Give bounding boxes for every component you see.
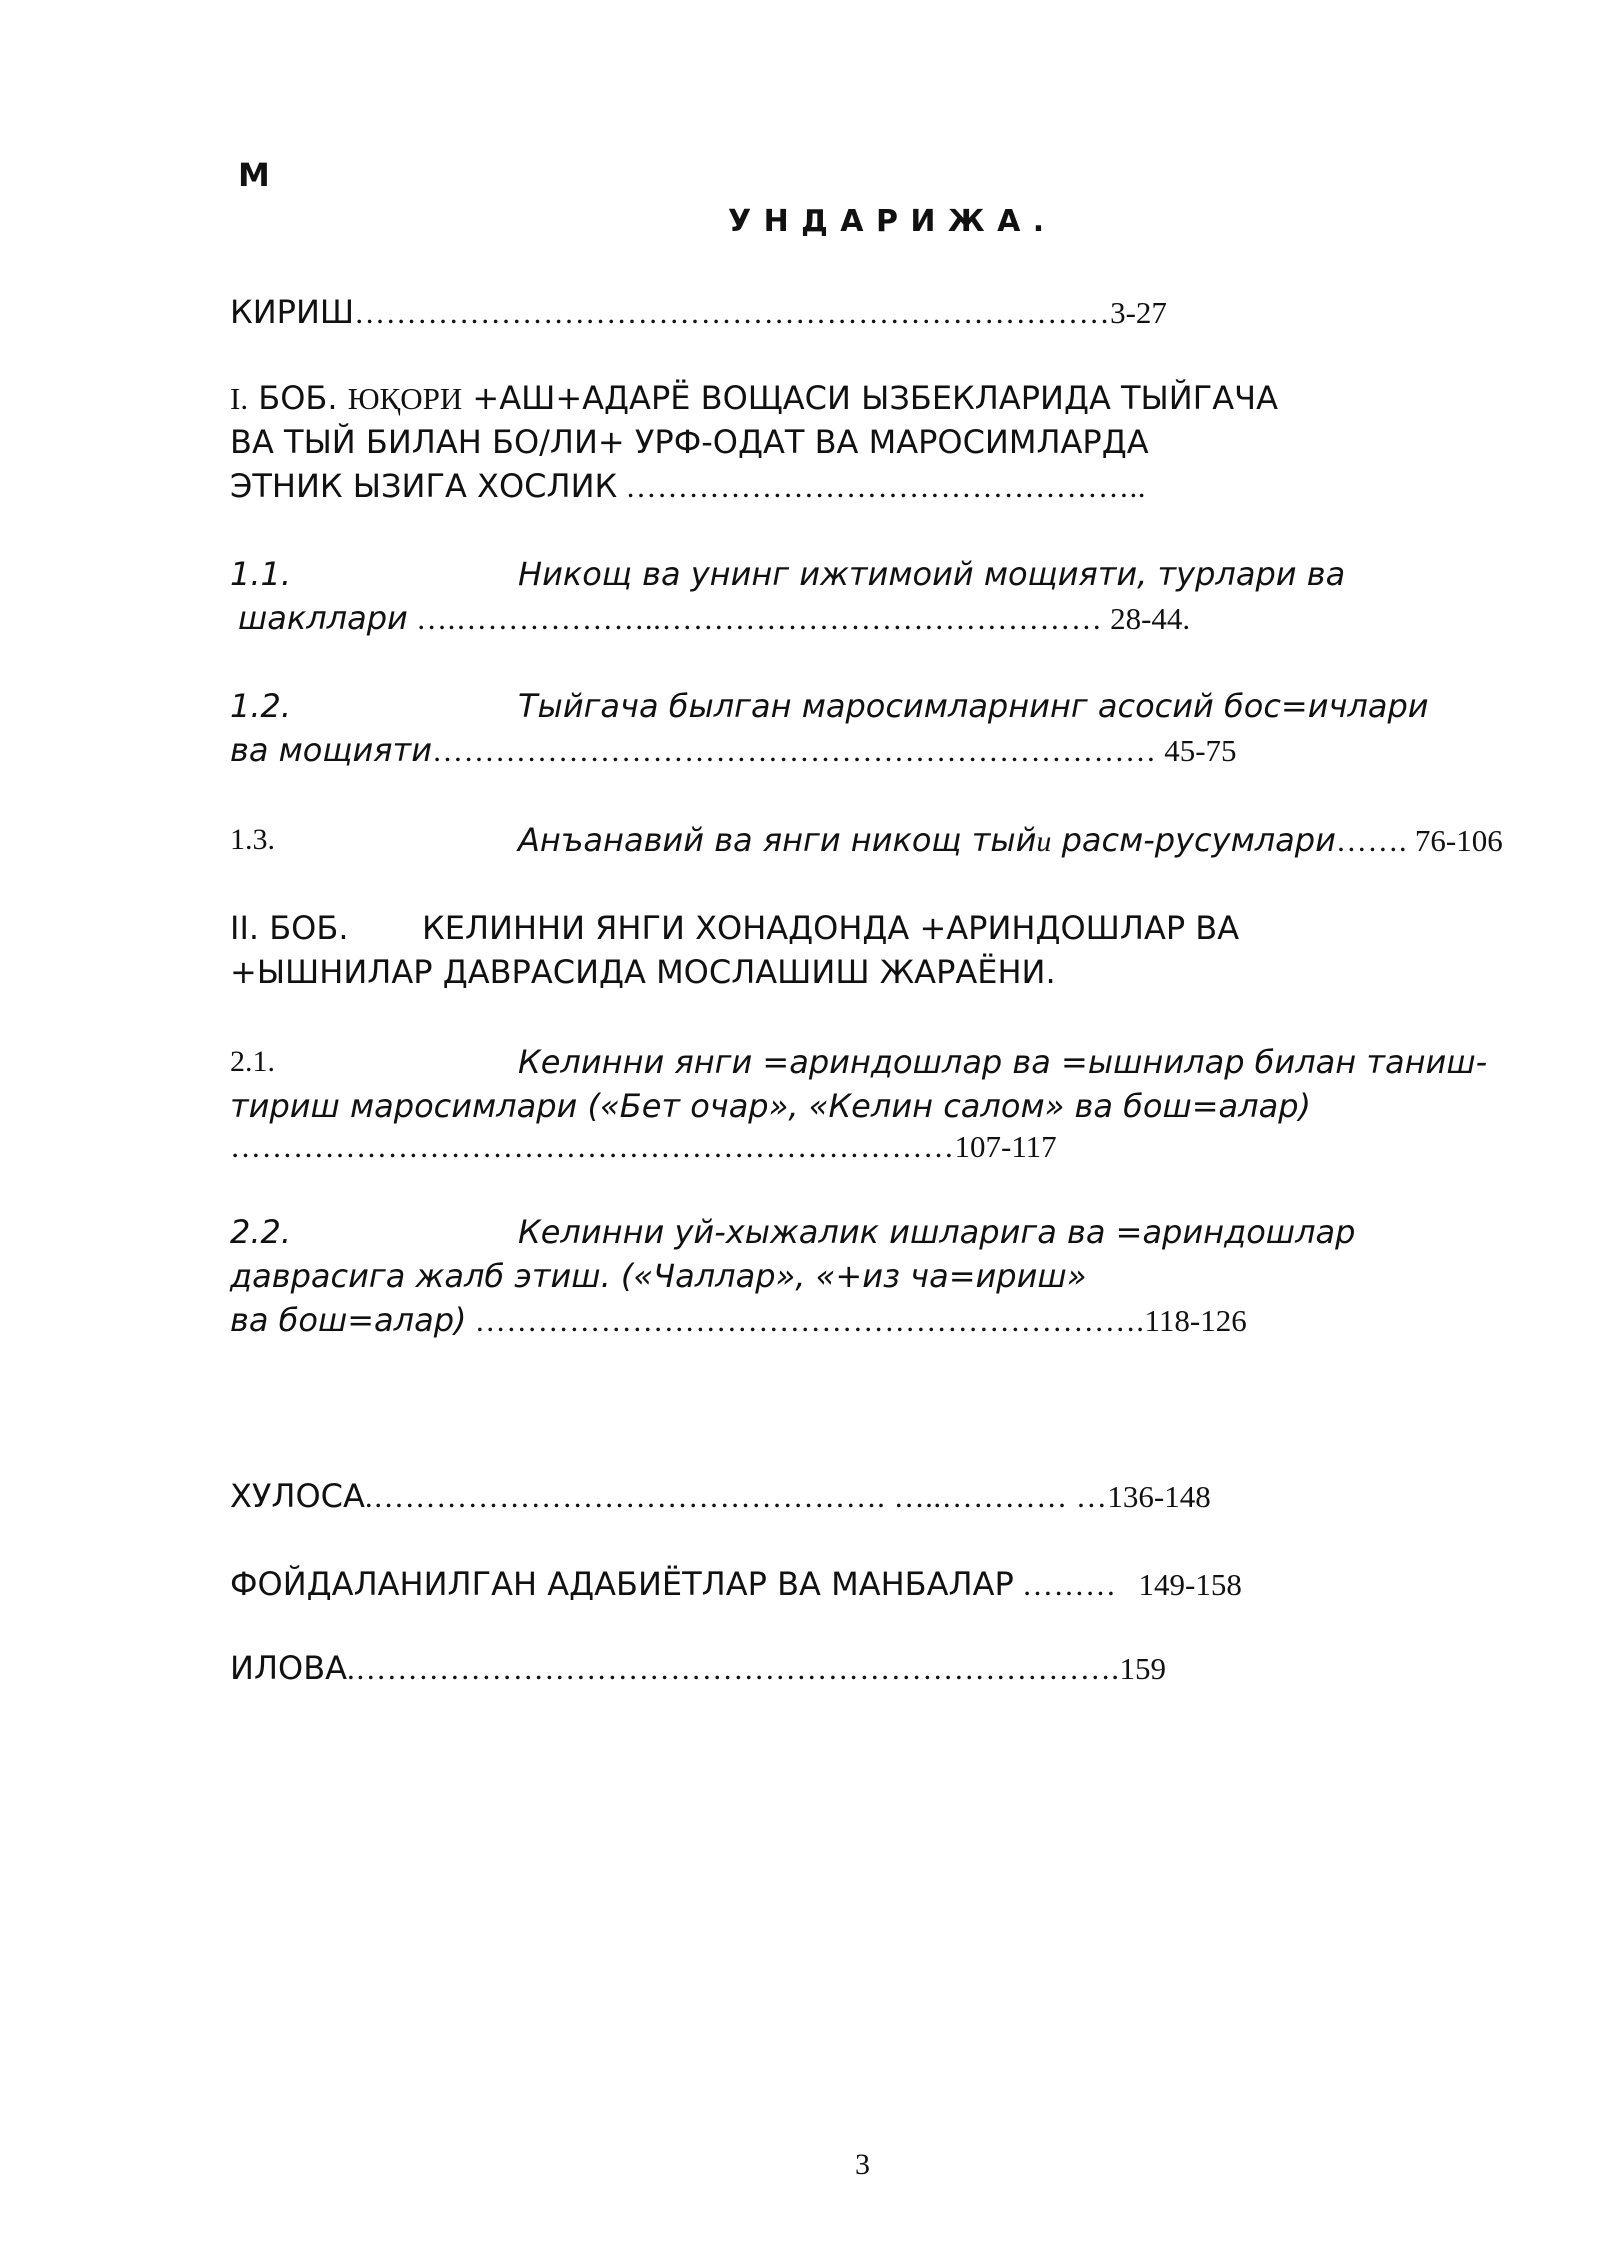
toc-section-1-3-line [518,818,1503,864]
toc-section-2-2-title: Келинни уй-хыжалик ишларига ва =ариндошлар [518,1213,1356,1251]
toc-section-1-2-number: 1.2. [230,687,292,725]
toc-chapter1-title-part: +АШ+АДАРЁ ВОЩАСИ ЫЗБЕКЛАРИДА ТЫЙГАЧА [462,379,1278,417]
toc-chapter1-line3 [230,464,1146,509]
toc-chapter1-line2: ВА ТЫЙ БИЛАН БО/ЛИ+ УРФ-ОДАТ ВА МАРОСИМЛАРДА [230,423,1149,461]
toc-section-2-1-title-cont: тириш маросимлари («Бет очар», «Келин салом» ва бош=алар) [230,1087,1312,1125]
toc-section-2-2-pages: 118-126 [1144,1303,1247,1338]
toc-section-1-3-title: Анъанавий ва янги никощ тый [518,821,1037,859]
toc-conclusion-dots: .…………………………………………. …..………… … [364,1479,1108,1514]
toc-section-1-3-pages: 76-106 [1407,823,1503,858]
page-number: 3 [855,2148,870,2181]
toc-appendix-label: ИЛОВА [230,1649,348,1687]
toc-entry-conclusion [230,1474,1211,1519]
toc-section-1-3-title-end: расм-русумлари [1051,821,1336,859]
toc-intro-pages: 3-27 [1110,295,1167,330]
toc-section-1-1-title: Никощ ва унинг ижтимоий мощияти, турлари ва [518,555,1346,593]
toc-section-2-1-title: Келинни янги =ариндошлар ва =ышнилар билан таниш- [518,1043,1488,1081]
corner-letter: М [238,156,270,194]
toc-conclusion-label: ХУЛОСА [230,1477,365,1515]
toc-chapter1-roman: I. [230,381,249,416]
toc-section-1-3-title-serif: и [1036,825,1052,858]
toc-section-1-2-pages: 45-75 [1156,733,1237,768]
toc-section-2-2-title-cont: даврасига жалб этиш. («Чаллар», «+из ча=ириш» [230,1257,1087,1295]
toc-literature-pages: 149-158 [1138,1567,1242,1602]
toc-section-1-1-line2 [238,596,1190,641]
toc-entry-literature [230,1562,1242,1607]
toc-section-1-3-dots: ……. [1335,823,1408,858]
toc-section-1-1-dots: ….………………..…………………………………… [407,601,1103,636]
toc-chapter1-dots: ………………………………………….. [617,469,1146,504]
toc-chapter2-line1: КЕЛИННИ ЯНГИ ХОНАДОНДА +АРИНДОШЛАР ВА [422,909,1240,947]
toc-chapter1-serif-word: ЮҚОРИ [347,381,463,416]
toc-entry-intro [230,290,1167,335]
toc-entry-appendix [230,1646,1166,1691]
toc-section-2-2-title-end: ва бош=алар) [230,1301,467,1339]
toc-section-1-1-number: 1.1. [230,555,292,593]
toc-section-1-2-title-cont: ва мощияти [230,731,432,769]
toc-section-2-1-dots: …………………………………………………………… [230,1129,955,1164]
toc-intro-dots: ……………………………………………………………… [354,295,1111,330]
toc-section-1-3-number: 1.3. [230,823,275,856]
toc-literature-dots: ……… [1013,1567,1117,1602]
toc-section-2-2-line3 [230,1298,1247,1343]
toc-intro-label: КИРИШ [230,293,355,331]
toc-chapter1-bob: БОБ. [248,379,348,417]
toc-section-2-2-number: 2.2. [230,1213,292,1251]
toc-section-2-2-dots: ………………………………………………………. [466,1303,1145,1338]
toc-section-2-1-number: 2.1. [230,1045,275,1078]
toc-appendix-pages: 159 [1119,1651,1167,1686]
toc-section-2-1-pages: 107-117 [954,1129,1057,1164]
toc-conclusion-pages: 136-148 [1107,1479,1211,1514]
toc-section-1-1-pages: 28-44. [1102,601,1191,636]
toc-section-1-2-line2 [230,728,1237,773]
toc-section-1-2-dots: …………………………………………………………… [431,733,1157,768]
toc-section-1-1-title-cont: шакллари [238,599,408,637]
toc-literature-label: ФОЙДАЛАНИЛГАН АДАБИЁТЛАР ВА МАНБАЛАР [230,1565,1014,1603]
toc-section-2-1-line3 [230,1124,1057,1169]
toc-chapter1-line1 [230,376,1278,421]
toc-section-1-2-title: Тыйгача былган маросимларнинг асосий бос=ичлари [518,687,1429,725]
document-title: У Н Д А Р И Ж А . [728,204,1046,239]
toc-chapter2-line2: +ЫШНИЛАР ДАВРАСИДА МОСЛАШИШ ЖАРАЁНИ. [230,953,1056,991]
toc-chapter2-label: II. БОБ. [230,909,349,947]
toc-chapter1-line3-text: ЭТНИК ЫЗИГА ХОСЛИК [230,467,618,505]
toc-appendix-dots: .………………………………………………………………. [347,1651,1120,1686]
